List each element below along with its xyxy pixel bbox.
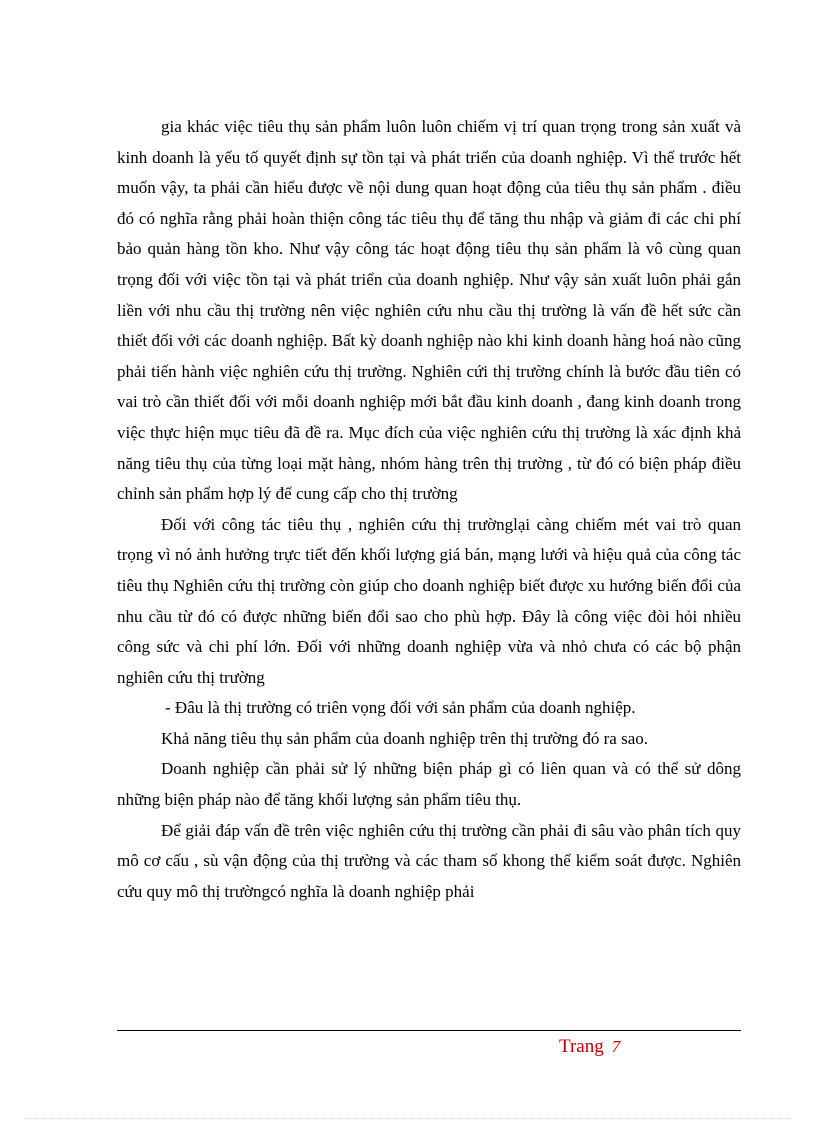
footer-divider — [117, 1030, 741, 1031]
paragraph-market-research: Đối với công tác tiêu thụ , nghiên cứu thị trườnglại càng chiếm mét vai trò quan trọng vì nó ảnh hưởng trực tiết đến khối lượng giá bán, mạng lưới và hiệu quả của công tác tiêu thụ Nghiên cứu thị trường còn giúp cho doanh nghiệp biết được xu hướng biến đổi của nhu cầu từ đó có được những biến đổi sao cho phù hợp. Đây là công việc đòi hỏi nhiều công sức và chi phí lớn. Đối với những doanh nghiệp vừa và nhỏ chưa có các bộ phận nghiên cứu thị trường — [117, 514, 741, 687]
list-item-measures: Doanh nghiệp cần phải sử lý những biện pháp gì có liên quan và có thể sử dông những biện pháp nào để tăng khối lượng sản phẩm tiêu thụ. — [117, 759, 741, 810]
paragraph-analysis: Để giải đáp vấn đề trên việc nghiên cứu thị trường cần phải đi sâu vào phân tích quy mô cơ cấu , sù vận động của thị trường và các tham số khong thể kiểm soát được. Nghiên cứu quy mô thị trườngcó nghĩa là doanh nghiệp phải — [117, 820, 741, 901]
list-item-promising-market: - Đâu là thị trường có triên vọng đối với sản phẩm của doanh nghiệp. — [165, 698, 636, 718]
page-number: 7 — [611, 1037, 621, 1056]
list-item-sales-capacity: Khả năng tiêu thụ sản phẩm của doanh nghiệp trên thị trường đó ra sao. — [161, 728, 648, 748]
page-label: Trang — [559, 1036, 604, 1057]
body-text — [117, 112, 741, 907]
page-bottom-border — [24, 1118, 792, 1119]
page-footer — [559, 1036, 620, 1058]
paragraph-intro: gia khác việc tiêu thụ sản phẩm luôn luôn chiếm vị trí quan trọng trong sản xuất và kinh doanh là yếu tố quyết định sự tồn tại và phát triển của doanh nghiệp. Vì thế trước hết muốn vậy, ta phải cần hiểu được về nội dung quan hoạt động của tiêu thụ sản phẩm . điều đó có nghĩa rằng phải hoàn thiện công tác tiêu thụ để tăng thu nhập và giảm đi các chi phí bảo quản hàng tồn kho. Như vậy công tác hoạt động tiêu thụ sản phẩm là vô cùng quan trọng đối với việc tồn tại và phát triển của doanh nghiệp. Như vậy sản xuất luôn phải gắn liền với nhu cầu thị trường nên việc nghiên cứu nhu cầu thị trường là vấn đề hết sức cần thiết đối với các doanh nghiệp. Bất kỳ doanh nghiệp nào khi kinh doanh hàng hoá nào cũng phải tiến hành việc nghiên cứu thị trường. Nghiên cứi thị trường chính là bước đầu tiên có vai trò cần thiết đối với mỗi doanh nghiệp mới bắt đầu kinh doanh , đang kinh doanh trong việc thực hiện mục tiêu đã đề ra. Mục đích của việc nghiên cứu thị trường là xác định khả năng tiêu thụ của từng loại mặt hàng, nhóm hàng trên thị trường , từ đó có biện pháp điều chỉnh sản phẩm hợp lý để cung cấp cho thị trường — [117, 117, 741, 504]
